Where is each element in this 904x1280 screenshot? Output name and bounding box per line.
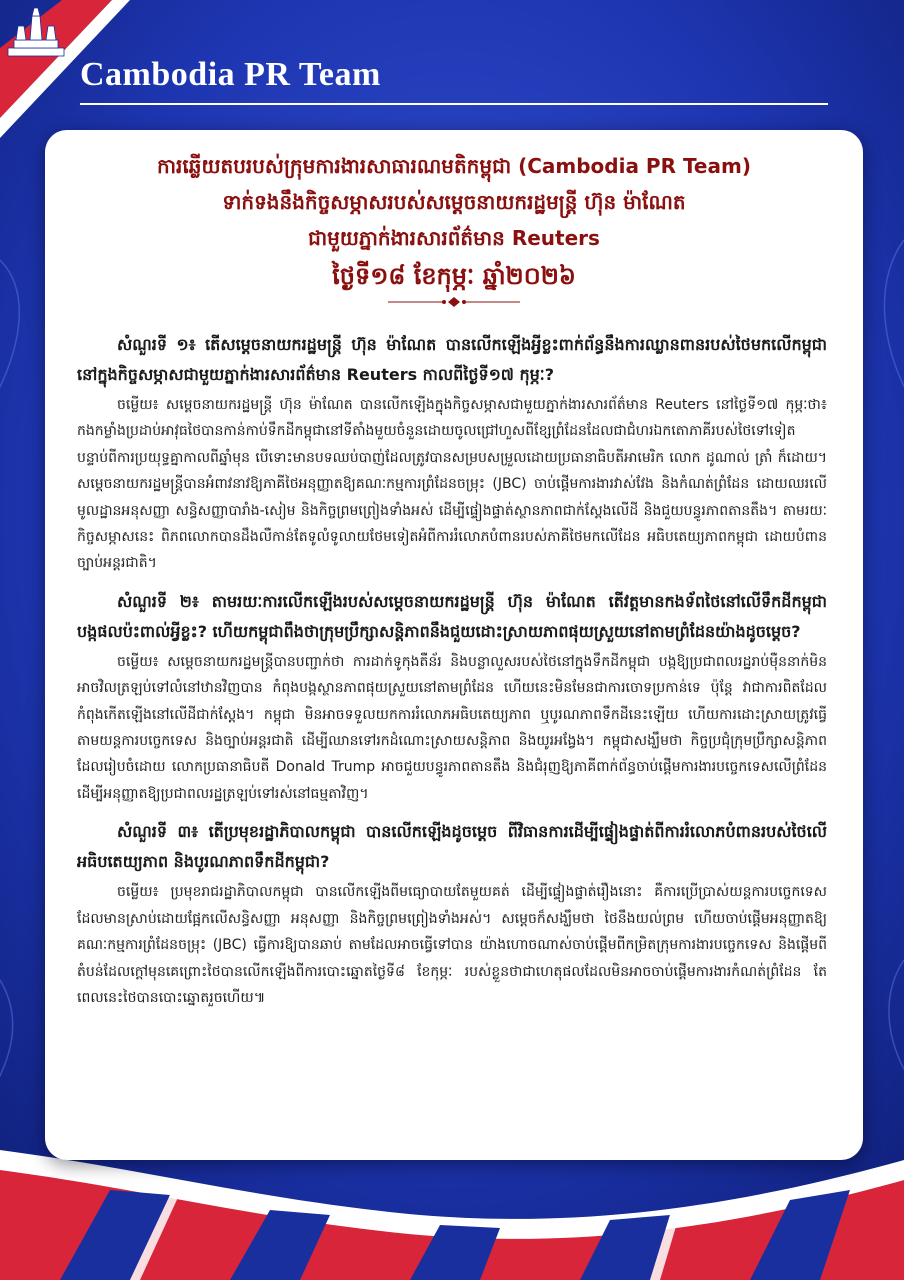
divider-ornament-icon <box>384 296 524 308</box>
headline-line-1: ការឆ្លើយតបរបស់ក្រុមការងារសាធារណមតិកម្ពុជា (Cambodia PR Team) <box>157 154 751 178</box>
header-rule <box>80 103 828 105</box>
headline-line-3: ជាមួយភ្នាក់ងារសារព័ត៌មាន Reuters <box>308 226 600 250</box>
document-card <box>45 130 863 1160</box>
answer-1: ចម្លើយ៖ សម្តេចនាយករដ្ឋមន្ត្រី ហ៊ុន ម៉ាណែត បានលើកឡើងក្នុងកិច្ចសម្ភាសជាមួយភ្នាក់ងារសារព័ត៌មាន Reuters នៅថ្ងៃទី១៧ កុម្ភៈថា៖ កងកម្លាំងប្រដាប់អាវុធថៃបានកាន់កាប់ទឹកដីកម្ពុជានៅទីតាំងមួយចំនួនដោយចូលជ្រៅហួសពីខ្សែព្រំដែនដែលជាជំហរឯកតោភាគីរបស់ថៃទៅទៀត បន្ទាប់ពីការប្រយុទ្ធគ្នាកាលពីឆ្នាំមុន បើទោះមានបទឈប់បាញ់ដែលត្រូវបានសម្របសម្រួលដោយប្រធានាធិបតីអាមេរិក លោក ដូណាល់ ត្រាំ ក៏ដោយ។ សម្តេចនាយករដ្ឋមន្ត្រីបានអំពាវនាវឱ្យភាគីថៃអនុញ្ញាតឱ្យគណៈកម្មការព្រំដែនចម្រុះ (JBC) ចាប់ផ្តើមការងារវាស់វែង និងកំណត់ព្រំដែន ដោយឈរលើមូលដ្ឋានអនុសញ្ញា សន្ធិសញ្ញាបារាំង-សៀម និងកិច្ចព្រមព្រៀងទាំងអស់ ដើម្បីផ្ទៀងផ្ទាត់ស្ថានភាពជាក់ស្តែងលើដី និងជួយបន្ធូរភាពតានតឹង។ តាមរយៈ កិច្ចសម្ភាសនេះ ពិភពលោកបានដឹងលឺកាន់តែទូលំទូលាយថែមទៀតអំពីការរំលោភបំពានរបស់ភាគីថៃមកលើដែន អធិបតេយ្យភាពកម្ពុជា ដោយបំពានច្បាប់អន្តរជាតិ។ <box>77 397 827 572</box>
headline-line-2: ទាក់ទងនឹងកិច្ចសម្ភាសរបស់សម្តេចនាយករដ្ឋមន្ត្រី ហ៊ុន ម៉ាណែត <box>222 190 686 214</box>
question-1: សំណួរទី ១៖ តើសម្តេចនាយករដ្ឋមន្ត្រី ហ៊ុន ម៉ាណែត បានលើកឡើងអ្វីខ្លះពាក់ព័ន្ធនឹងការឈ្លានពានរបស់ថៃមកលើកម្ពុជានៅក្នុងកិច្ចសម្ភាសជាមួយភ្នាក់ងារសារព័ត៌មាន Reuters កាលពីថ្ងៃទី១៧ កុម្ភៈ? <box>77 335 827 384</box>
document-header <box>45 130 863 308</box>
document-body <box>45 316 863 1011</box>
document-date: ថ្ងៃទី១៨ ខែកុម្ភៈ ឆ្នាំ២០២៦ <box>332 262 576 290</box>
brand-title: Cambodia PR Team <box>80 56 381 93</box>
answer-3: ចម្លើយ៖ ប្រមុខរាជរដ្ឋាភិបាលកម្ពុជា បានលើកឡើងពីមធ្យោបាយតែមួយគត់ ដើម្បីផ្ទៀងផ្ទាត់រឿងនោះ គឺការប្រើប្រាស់យន្តការបច្ចេកទេស ដែលមានស្រាប់ដោយផ្អែកលើសន្ធិសញ្ញា អនុសញ្ញា និងកិច្ចព្រមព្រៀងទាំងអស់។ សម្តេចក៏សង្ឃឹមថា ថៃនឹងយល់ព្រម ហើយចាប់ផ្តើមអនុញ្ញាតឱ្យគណៈកម្មការព្រំដែនចម្រុះ (JBC) ធ្វើការឱ្យបានឆាប់ តាមដែលអាចធ្វើទៅបាន យ៉ាងហោចណាស់ចាប់ផ្តើមពីកម្រិតក្រុមការងារបច្ចេកទេស និងផ្តើមពីតំបន់ដែលក្តៅមុនគេព្រោះថៃបានលើកឡើងពីការបោះឆ្នោតថ្ងៃទី៨ ខែកុម្ភៈ របស់ខ្លួនថាជាហេតុផលដែលមិនអាចចាប់ផ្តើមការងារកំណត់ព្រំដែន តែពេលនេះថៃបានបោះឆ្នោតរួចហើយ៕ <box>77 884 827 1006</box>
question-2: សំណួរទី ២៖ តាមរយៈការលើកឡើងរបស់សម្តេចនាយករដ្ឋមន្ត្រី ហ៊ុន ម៉ាណែត តើវត្តមានកងទ័ពថៃនៅលើទឹកដីកម្ពុជាបង្កផលប៉ះពាល់អ្វីខ្លះ? ហើយកម្ពុជាពឹងថាក្រុមប្រឹក្សាសន្តិភាពនឹងជួយដោះស្រាយភាពផុយស្រួយនៅតាមព្រំដែនយ៉ាងដូចម្តេច? <box>77 591 827 641</box>
question-3: សំណួរទី ៣៖ តើប្រមុខរដ្ឋាភិបាលកម្ពុជា បានលើកឡើងដូចម្តេច ពីវិធានការដើម្បីផ្ទៀងផ្ទាត់ពីការរំលោភបំពានរបស់ថៃលើអធិបតេយ្យភាព និងបូរណភាពទឹកដីកម្ពុជា? <box>77 822 827 872</box>
answer-2: ចម្លើយ៖ សម្តេចនាយករដ្ឋមន្ត្រីបានបញ្ជាក់ថា ការដាក់ទូកុងតឺន័រ និងបន្លាលួសរបស់ថៃនៅក្នុងទឹកដីកម្ពុជា បង្កឱ្យប្រជាពលរដ្ឋរាប់ម៉ឺននាក់មិនអាចវិលត្រឡប់ទៅលំនៅឋានវិញបាន កំពុងបង្កស្ថានភាពផុយស្រួយនៅតាមព្រំដែន ហើយនេះមិនមែនជាការចោទប្រកាន់ទេ ប៉ុន្តែ វាជាការពិតដែលកំពុងកើតឡើងនៅលើដីជាក់ស្តែង។ កម្ពុជា មិនអាចទទួលយកការរំលោភអធិបតេយ្យភាព ឬបូរណភាពទឹកដីនេះឡើយ ហើយការដោះស្រាយត្រូវធ្វើតាមយន្តការបច្ចេកទេស និងច្បាប់អន្តរជាតិ ដើម្បីឈានទៅរកដំណោះស្រាយសន្តិភាព និងយូរអង្វែង។ កម្ពុជាសង្ឃឹមថា កិច្ចប្រជុំក្រុមប្រឹក្សាសន្តិភាពដែលរៀបចំដោយ លោកប្រធានាធិបតី Donald Trump អាចជួយបន្ធូរភាពតានតឹង និងជំរុញឱ្យភាគីពាក់ព័ន្ធចាប់ផ្តើមការងារបច្ចេកទេសលើព្រំដែន ដើម្បីអនុញ្ញាតឱ្យប្រជាពលរដ្ឋត្រឡប់ទៅរស់នៅធម្មតាវិញ។ <box>77 653 827 802</box>
